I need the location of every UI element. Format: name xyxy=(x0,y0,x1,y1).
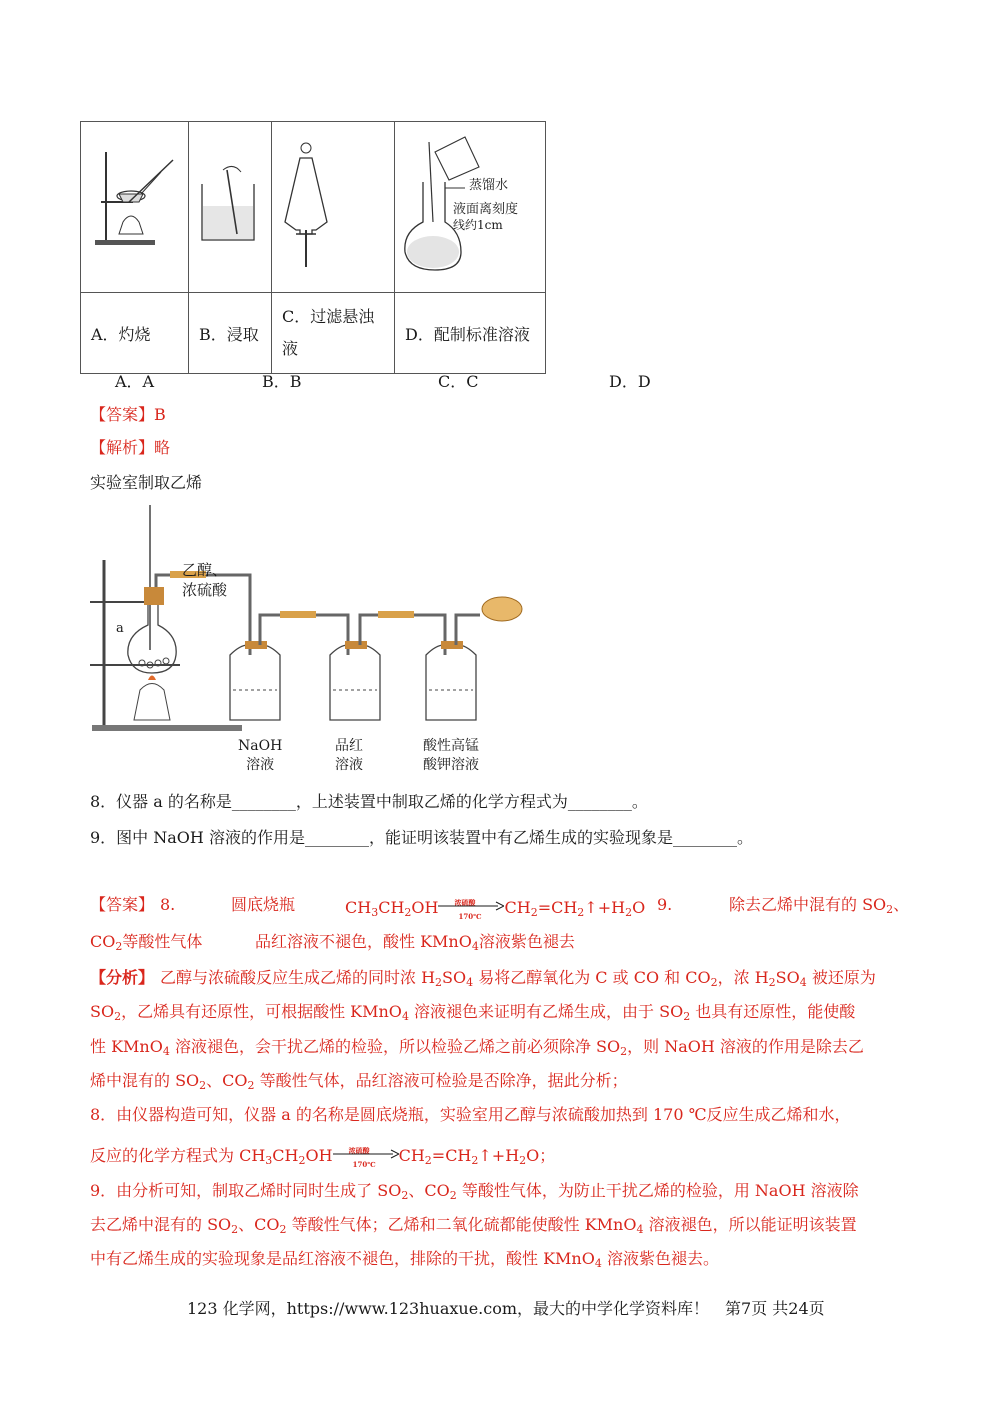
cell-a-label: A．灼烧 xyxy=(81,293,189,374)
explain-8-line2: 反应的化学方程式为 $CH_3CH_2OH$ 浓硫酸 170℃ $CH_2=CH_2↑+H_2O$； xyxy=(90,1143,555,1166)
option-a: A．A xyxy=(115,372,155,391)
volumetric-flask-image xyxy=(395,122,546,293)
cell-c-label xyxy=(272,293,395,374)
separatory-funnel-image xyxy=(272,122,395,293)
distilled-water-note: 蒸馏水 xyxy=(469,178,509,193)
answer-tag: 【答案】 xyxy=(90,405,155,424)
fenxi-line3: 性 KMnO$_4$ 溶液褪色，会干扰乙烯的检验，所以检验乙烯之前必须除净 $SO_2$，则 NaOH 溶液的作用是除去乙 xyxy=(90,1037,864,1058)
burning-apparatus-image xyxy=(81,122,189,293)
page-footer: 123 化学网，https://www.123huaxue.com，最大的中学化学资料库！ 第7页 共24页 xyxy=(187,1299,825,1318)
answer-2-phen-text: 品红溶液不褪色，酸性 KMnO xyxy=(255,932,472,951)
question-9: 9．图中 NaOH 溶液的作用是________，能证明该装置中有乙烯生成的实验现象是________。 xyxy=(90,828,753,847)
fenxi-line2: $SO_2$，乙烯具有还原性，可根据酸性 KMnO$_4$ 溶液褪色来证明有乙烯生成，由于 $SO_2$ 也具有还原性，能使酸 xyxy=(90,1002,856,1023)
option-b: B．B xyxy=(262,372,302,391)
fenxi-line4: 烯中混有的 $SO_2$、$CO_2$ 等酸性气体，品红溶液可检验是否除净，据此分析； xyxy=(90,1071,628,1092)
condition-top-2: 浓硫酸 xyxy=(348,1146,370,1155)
reaction-arrow-2 xyxy=(333,1143,399,1169)
answer-2-line2: $CO_2$等酸性气体 xyxy=(90,932,203,953)
level-note-line1: 液面离刻度 xyxy=(453,202,519,217)
bottle3-line2: 酸钾溶液 xyxy=(423,757,479,773)
explain-9-line3: 中有乙烯生成的实验现象是品红溶液不褪色，排除的干扰，酸性 KMnO$_4$ 溶液紫色褪去。 xyxy=(90,1249,719,1270)
bottle2-label xyxy=(335,737,363,775)
answer-2-phen-end: 溶液紫色褪去 xyxy=(478,932,575,951)
ethylene-apparatus-diagram xyxy=(90,505,530,780)
answer-2-a9-text: 除去乙烯中混有的 SO xyxy=(729,895,887,914)
analysis-value: 略 xyxy=(154,438,171,457)
explain-9-line2: 去乙烯中混有的 $SO_2$、$CO_2$ 等酸性气体；乙烯和二氧化硫都能使酸性 KMnO$_4$ 溶液褪色，所以能证明该装置 xyxy=(90,1215,857,1236)
label-a: a xyxy=(116,621,124,636)
equation-1: $CH_3CH_2OH$ 浓硫酸 170℃ $CH_2=CH_2↑+H_2O$ xyxy=(345,895,645,918)
fenxi-line1: 乙醇与浓硫酸反应生成乙烯的同时浓 $H_2SO_4$ 易将乙醇氧化为 C 或 CO 和 $CO_2$，浓 $H_2SO_4$ 被还原为 xyxy=(160,968,876,989)
bottle1-line2: 溶液 xyxy=(246,757,275,773)
answer-2-phenomenon: 品红溶液不褪色，酸性 KMnO$_4$溶液紫色褪去 xyxy=(255,932,575,953)
answer-1 xyxy=(90,405,166,425)
answer-value: B xyxy=(154,405,166,424)
reagent-line2: 浓硫酸 xyxy=(182,581,228,599)
reaction-arrow-1 xyxy=(438,895,504,921)
analysis-1 xyxy=(90,438,170,458)
analysis-tag: 【解析】 xyxy=(90,438,155,457)
answer-2-line2-text: 等酸性气体 xyxy=(122,932,203,951)
level-note-line2: 线约1cm xyxy=(453,218,503,232)
option-d: D．D xyxy=(609,372,651,391)
bottle2-line2: 溶液 xyxy=(335,757,363,773)
answer-2-a8: 圆底烧瓶 xyxy=(231,895,296,914)
cell-d-label: D．配制标准溶液 xyxy=(395,293,546,374)
reagent-line1: 乙醇、 xyxy=(182,561,228,579)
explain-9-line1: 9．由分析可知，制取乙烯时同时生成了 $SO_2$、$CO_2$ 等酸性气体，为防止干扰乙烯的检验，用 NaOH 溶液除 xyxy=(90,1181,859,1202)
bottle1-line1: NaOH xyxy=(238,738,283,754)
bottle3-label xyxy=(423,737,479,775)
cell-c-line1: C．过滤悬浊 xyxy=(282,307,375,326)
answer-2-a9: 除去乙烯中混有的 $SO_2$、 xyxy=(729,895,910,916)
condition-bottom-2: 170℃ xyxy=(352,1160,376,1169)
explain-8-line1: 8．由仪器构造可知，仪器 a 的名称是圆底烧瓶，实验室用乙醇与浓硫酸加热到 170 ℃反应生成乙烯和水， xyxy=(90,1105,851,1124)
answer-2-tag: 【答案】 xyxy=(90,895,155,914)
cell-c-line2: 液 xyxy=(282,339,299,358)
fenxi-tag: 【分析】 xyxy=(90,968,155,987)
bottle2-line1: 品红 xyxy=(335,738,363,754)
question-8: 8．仪器 a 的名称是________，上述装置中制取乙烯的化学方程式为________。 xyxy=(90,792,648,811)
leaching-apparatus-image xyxy=(189,122,272,293)
answer-2-num8: 8. xyxy=(160,895,176,914)
reagent-label xyxy=(182,560,227,600)
condition-bottom-1: 170℃ xyxy=(458,912,482,921)
bottle3-line1: 酸性高锰 xyxy=(423,738,479,754)
option-c: C．C xyxy=(438,372,479,391)
apparatus-table xyxy=(80,121,546,374)
condition-top-1: 浓硫酸 xyxy=(454,898,476,907)
section-title: 实验室制取乙烯 xyxy=(90,473,203,492)
bottle1-label xyxy=(238,737,282,775)
answer-2-num9: 9. xyxy=(657,895,673,914)
cell-b-label: B．浸取 xyxy=(189,293,272,374)
